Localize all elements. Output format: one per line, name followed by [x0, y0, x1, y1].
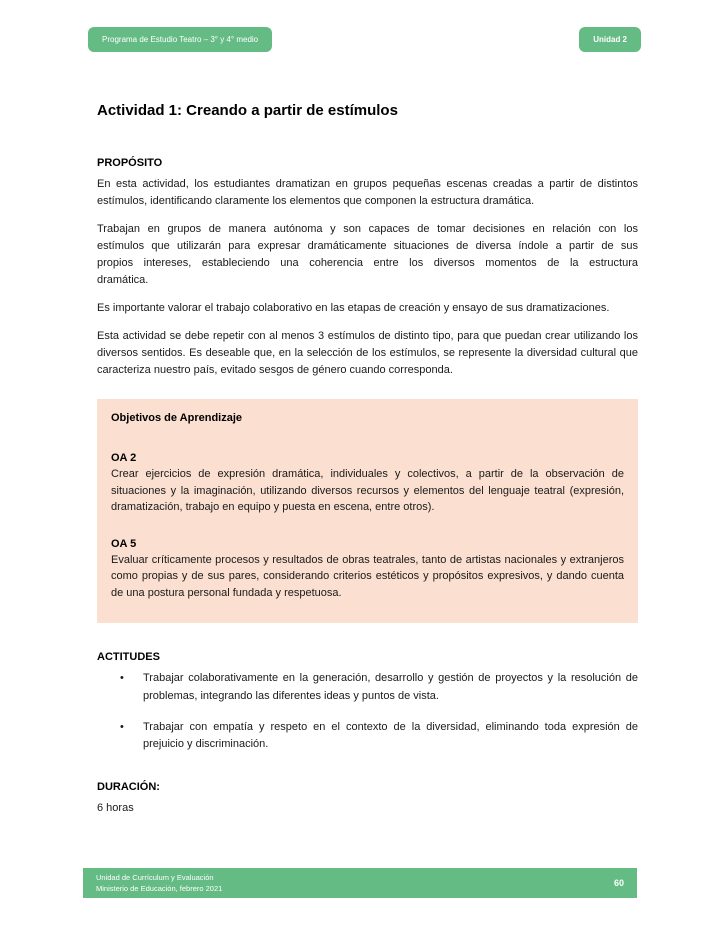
bullet-icon: • [120, 720, 124, 733]
proposito-paragraph: Esta actividad se debe repetir con al menos 3 estímulos de distinto tipo, para que puedan crear utilizando los diversos sentidos. Es deseable que, en la selección de los estímulos, se represente la diversidad cultural que caracteriza nuestro país, evitado sesgos de género cuando corresponda. [97, 330, 638, 377]
header-unit-badge: Unidad 2 [579, 27, 641, 52]
footer-line1: Unidad de Currículum y Evaluación [96, 872, 214, 882]
actitudes-heading: ACTITUDES [97, 651, 160, 664]
objetivos-aprendizaje-box [97, 399, 638, 623]
proposito-paragraph: En esta actividad, los estudiantes dramatizan en grupos pequeñas escenas creadas a partir de distintos estímulos, identificando claramente los elementos que componen la estructura dramática. [97, 178, 638, 208]
header-program-badge: Programa de Estudio Teatro – 3° y 4° medio [88, 27, 272, 52]
oa-item [111, 452, 624, 516]
oa-text: Crear ejercicios de expresión dramática, individuales y colectivos, a partir de la observación de situaciones y la imaginación, utilizando diversos recursos y elementos del lenguaje teatral (expresión, dramatización, trabajo en equipo y puesta en escena, entre otros). [111, 468, 624, 514]
oa-label: OA 5 [111, 537, 137, 550]
oa-item [111, 538, 624, 602]
objetivos-heading: Objetivos de Aprendizaje [111, 412, 243, 425]
footer-credits [96, 872, 222, 895]
list-item [120, 719, 638, 753]
bullet-icon: • [120, 672, 124, 685]
list-item [120, 670, 638, 704]
oa-label: OA 2 [111, 452, 137, 465]
duracion-value: 6 horas [97, 801, 134, 814]
duracion-heading: DURACIÓN: [97, 780, 160, 793]
footer-line2: Ministerio de Educación, febrero 2021 [96, 884, 223, 893]
page-number: 60 [613, 878, 624, 888]
activity-title: Actividad 1: Creando a partir de estímulos [97, 102, 398, 119]
proposito-paragraph: Trabajan en grupos de manera autónoma y son capaces de tomar decisiones en relación con los estímulos que utilizarán para expresar dramáticamente situaciones de diversa índole a partir de sus propios intereses, estableciendo una coherencia entre los diversos momentos de la estructura dramática. [97, 223, 638, 287]
bullet-text: Trabajar con empatía y respeto en el contexto de la diversidad, eliminando toda expresión de prejuicio y discriminación. [143, 720, 638, 750]
proposito-heading: PROPÓSITO [97, 157, 163, 169]
footer-bar [83, 868, 637, 898]
oa-text: Evaluar críticamente procesos y resultados de obras teatrales, tanto de artistas nacionales y extranjeros como propias y de sus pares, considerando criterios estéticos y propósitos expresivos, y dando cuenta de una postura personal fundada y respetuosa. [111, 553, 624, 599]
duracion-section [97, 781, 638, 817]
proposito-paragraph: Es importante valorar el trabajo colaborativo en las etapas de creación y ensayo de sus dramatizaciones. [97, 302, 610, 315]
bullet-text: Trabajar colaborativamente en la generación, desarrollo y gestión de proyectos y la resolución de problemas, integrando las diferentes ideas y puntos de vista. [143, 672, 638, 702]
page-content [97, 102, 638, 816]
